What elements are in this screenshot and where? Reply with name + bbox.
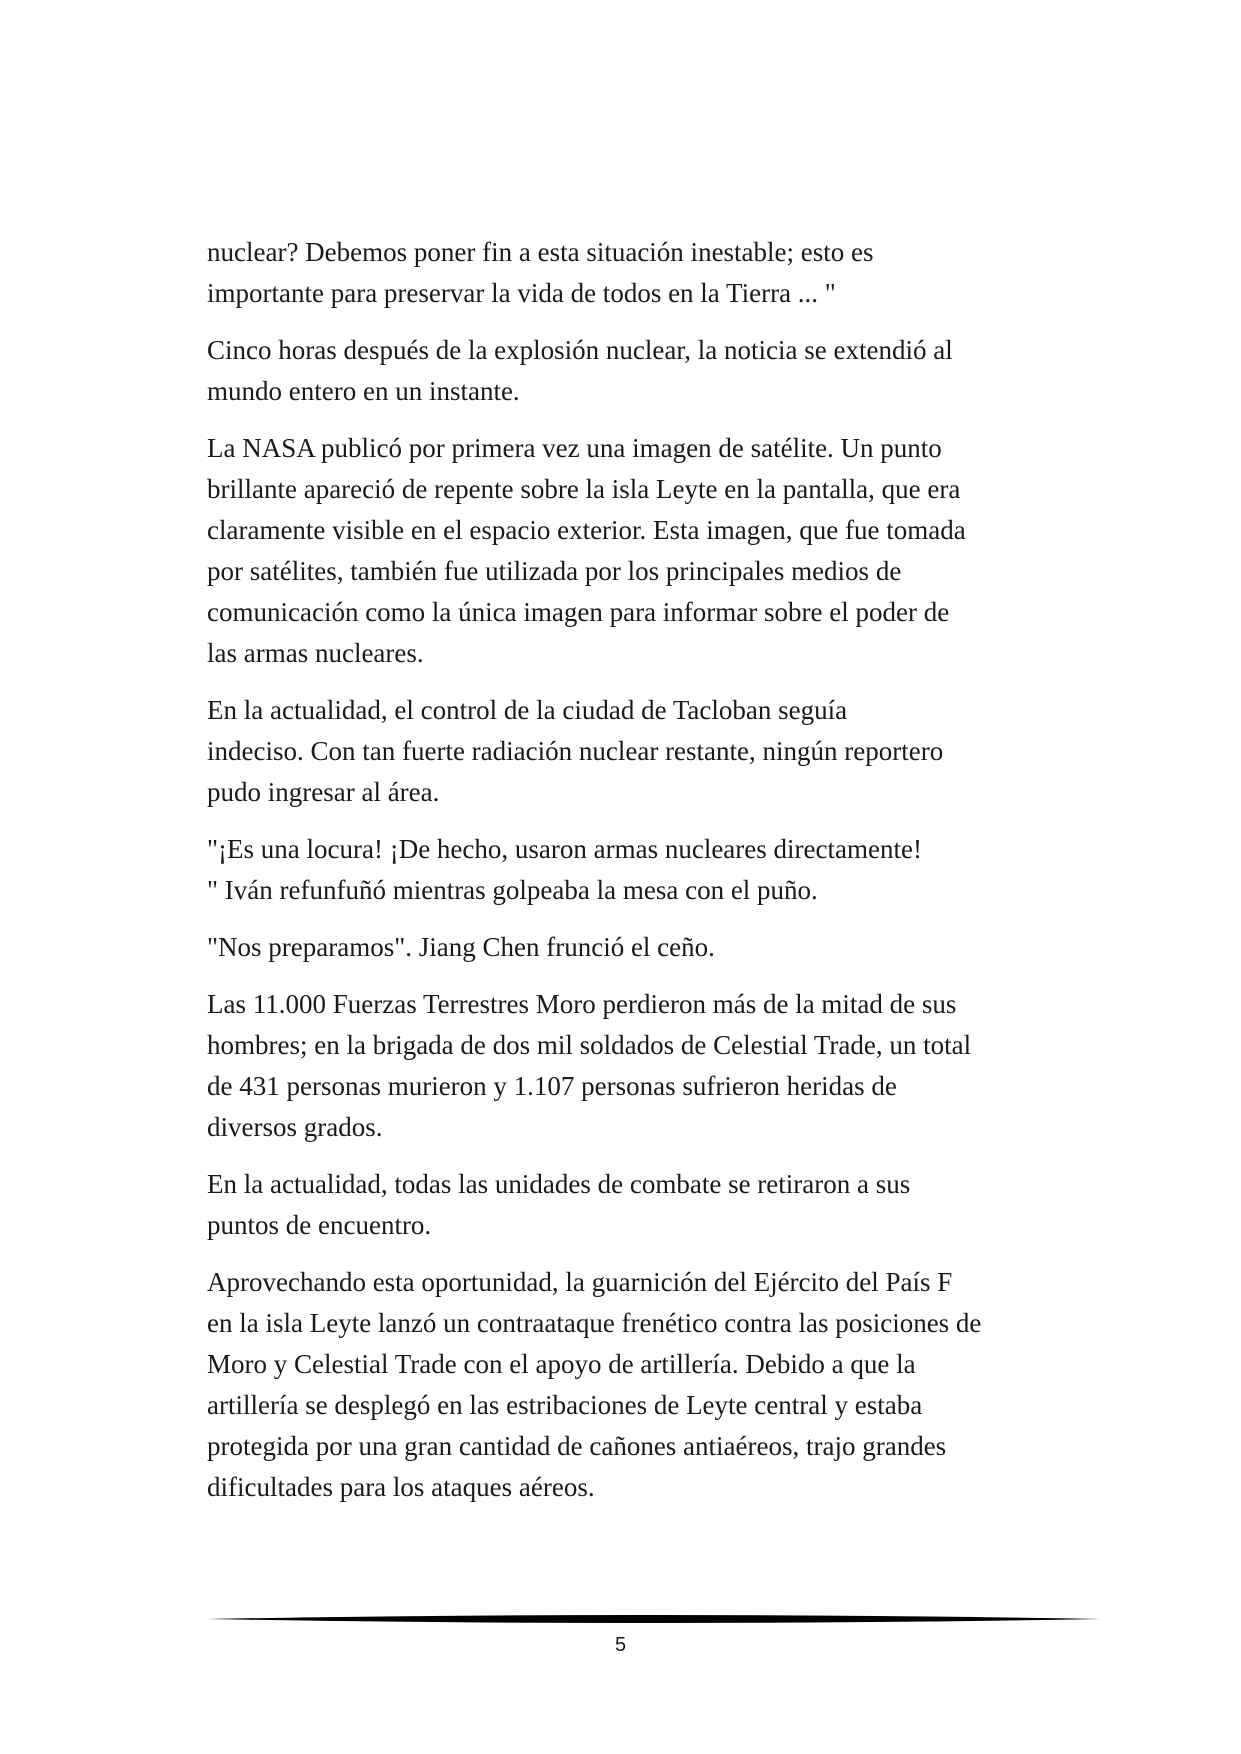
text-line: nuclear? Debemos poner fin a esta situación inestable; esto es [207,237,874,267]
text-line: dificultades para los ataques aéreos. [207,1472,595,1502]
paragraph-3 [207,428,1067,674]
text-line: En la actualidad, todas las unidades de combate se retiraron a sus [207,1169,911,1199]
text-line: hombres; en la brigada de dos mil soldados de Celestial Trade, un total [207,1030,972,1060]
text-line: Cinco horas después de la explosión nuclear, la noticia se extendió al [207,335,953,365]
text-line: indeciso. Con tan fuerte radiación nuclear restante, ningún reportero [207,736,944,766]
text-line: protegida por una gran cantidad de cañones antiaéreos, trajo grandes [207,1431,947,1461]
paragraph-6 [207,927,1067,968]
footer-divider [207,1612,1101,1626]
text-line: las armas nucleares. [207,638,424,668]
text-line: " Iván refunfuñó mientras golpeaba la mesa con el puño. [207,875,818,905]
text-line: pudo ingresar al área. [207,777,440,807]
text-line: comunicación como la única imagen para informar sobre el poder de [207,597,950,627]
page-body [207,232,1067,1524]
text-line: en la isla Leyte lanzó un contraataque frenético contra las posiciones de [207,1308,982,1338]
text-line: de 431 personas murieron y 1.107 personas sufrieron heridas de [207,1071,897,1101]
paragraph-5 [207,829,1067,911]
text-line: claramente visible en el espacio exterior. Esta imagen, que fue tomada [207,515,966,545]
paragraph-1 [207,232,1067,314]
page-number: 5 [614,1634,627,1656]
text-line: artillería se desplegó en las estribaciones de Leyte central y estaba [207,1390,923,1420]
paragraph-2 [207,330,1067,412]
text-line: En la actualidad, el control de la ciudad de Tacloban seguía [207,695,848,725]
text-line: brillante apareció de repente sobre la isla Leyte en la pantalla, que era [207,474,961,504]
text-line: por satélites, también fue utilizada por los principales medios de [207,556,902,586]
text-line: La NASA publicó por primera vez una imagen de satélite. Un punto [207,433,942,463]
text-line: Moro y Celestial Trade con el apoyo de artillería. Debido a que la [207,1349,916,1379]
text-line: diversos grados. [207,1112,383,1142]
text-line: "Nos preparamos". Jiang Chen frunció el ceño. [207,932,715,962]
text-line: importante para preservar la vida de todos en la Tierra ... " [207,278,836,308]
text-line: Las 11.000 Fuerzas Terrestres Moro perdieron más de la mitad de sus [207,989,957,1019]
paragraph-4 [207,690,1067,813]
text-line: Aprovechando esta oportunidad, la guarnición del Ejército del País F [207,1267,953,1297]
paragraph-7 [207,984,1067,1148]
text-line: "¡Es una locura! ¡De hecho, usaron armas nucleares directamente! [207,834,922,864]
text-line: mundo entero en un instante. [207,376,520,406]
paragraph-9 [207,1262,1067,1508]
text-line: puntos de encuentro. [207,1210,432,1240]
paragraph-8 [207,1164,1067,1246]
